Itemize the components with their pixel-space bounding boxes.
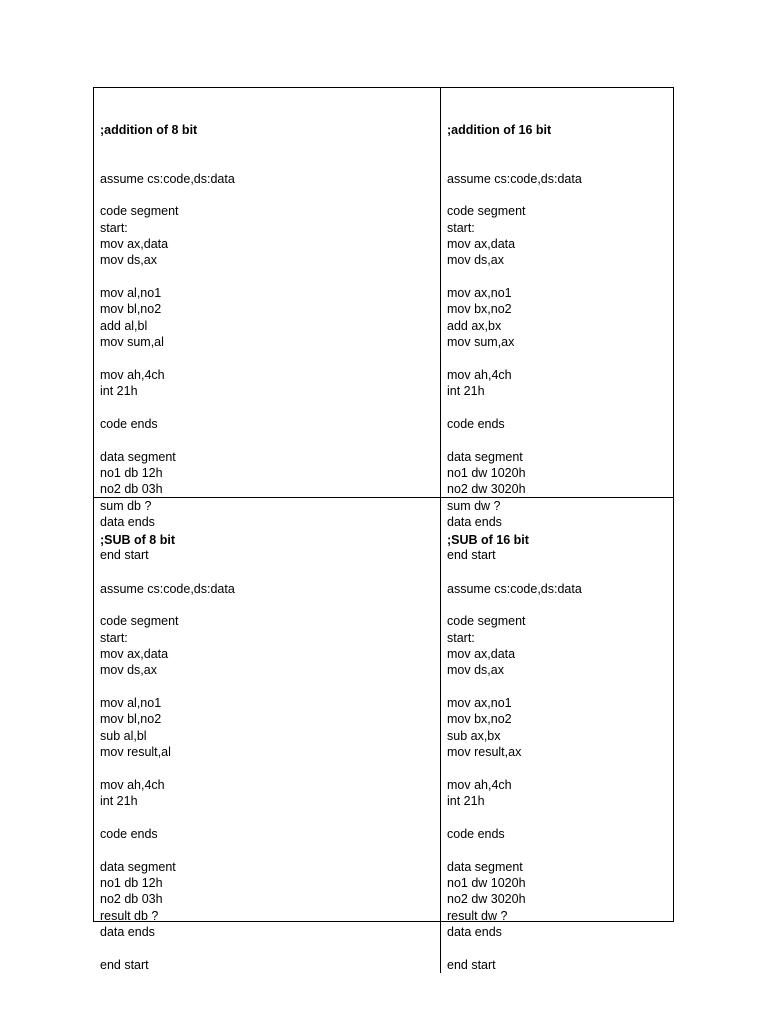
cell-sub-8bit <box>94 498 441 973</box>
code-line: mov ax,data <box>447 237 516 252</box>
cell-heading: ;SUB of 8 bit <box>100 532 175 547</box>
code-line: mov ah,4ch <box>100 777 165 792</box>
code-line: mov sum,ax <box>447 335 515 350</box>
code-line: no2 dw 3020h <box>447 482 526 497</box>
code-line <box>100 679 440 695</box>
code-line: code ends <box>447 416 505 431</box>
code-line: data ends <box>447 514 502 529</box>
code-line: mov ax,data <box>447 647 516 662</box>
code-line <box>447 187 673 203</box>
cell-heading: ;addition of 16 bit <box>447 122 552 137</box>
code-line <box>447 597 673 613</box>
code-line: assume cs:code,ds:data <box>100 171 235 186</box>
code-line: start: <box>447 220 475 235</box>
code-line: mov ah,4ch <box>447 777 512 792</box>
code-line: mov result,ax <box>447 745 522 760</box>
code-line: mov al,no1 <box>100 286 162 301</box>
code-line: code ends <box>100 826 158 841</box>
code-line <box>100 761 440 777</box>
code-table <box>93 87 674 972</box>
code-line <box>447 940 673 956</box>
code-line: sum dw ? <box>447 498 501 513</box>
code-line: data ends <box>447 924 502 939</box>
code-line <box>447 679 673 695</box>
code-line: mov ds,ax <box>447 663 504 678</box>
code-line: code ends <box>447 826 505 841</box>
code-line: no1 dw 1020h <box>447 465 526 480</box>
code-line: code segment <box>100 614 179 629</box>
code-line: data segment <box>447 449 523 464</box>
code-line: start: <box>447 630 475 645</box>
code-line: int 21h <box>100 794 138 809</box>
code-line: mov ds,ax <box>447 253 504 268</box>
code-line: mov ax,no1 <box>447 696 512 711</box>
code-line <box>447 842 673 858</box>
code-line: mov al,no1 <box>100 696 162 711</box>
code-line: no2 db 03h <box>100 482 163 497</box>
code-line: mov bx,no2 <box>447 712 512 727</box>
code-line: mov ds,ax <box>100 253 157 268</box>
code-line: mov ah,4ch <box>100 367 165 382</box>
code-line <box>447 400 673 416</box>
code-line: add ax,bx <box>447 318 502 333</box>
code-line: end start <box>447 547 496 562</box>
code-line: sub al,bl <box>100 728 147 743</box>
code-line: data segment <box>100 859 176 874</box>
code-line: no2 db 03h <box>100 892 163 907</box>
code-line: assume cs:code,ds:data <box>447 581 582 596</box>
code-line <box>100 597 440 613</box>
code-line: result dw ? <box>447 908 508 923</box>
code-line: mov bx,no2 <box>447 302 512 317</box>
code-line: mov sum,al <box>100 335 164 350</box>
code-line <box>100 432 440 448</box>
code-line <box>100 269 440 285</box>
code-line: mov bl,no2 <box>100 712 162 727</box>
code-line <box>447 432 673 448</box>
code-line: end start <box>100 957 149 972</box>
code-line: code segment <box>447 204 526 219</box>
code-line <box>447 351 673 367</box>
code-line: data segment <box>100 449 176 464</box>
cell-heading: ;addition of 8 bit <box>100 122 198 137</box>
code-line <box>100 187 440 203</box>
code-line: sum db ? <box>100 498 152 513</box>
code-line <box>100 940 440 956</box>
code-line: add al,bl <box>100 318 148 333</box>
code-line <box>447 810 673 826</box>
code-line <box>100 351 440 367</box>
code-line: data ends <box>100 514 155 529</box>
code-line <box>100 842 440 858</box>
code-line: mov ax,no1 <box>447 286 512 301</box>
code-line <box>447 269 673 285</box>
code-line: no1 db 12h <box>100 875 163 890</box>
code-line: assume cs:code,ds:data <box>447 171 582 186</box>
code-line: mov ax,data <box>100 647 169 662</box>
code-line: data ends <box>100 924 155 939</box>
code-line: start: <box>100 630 128 645</box>
code-line: assume cs:code,ds:data <box>100 581 235 596</box>
code-line: mov ax,data <box>100 237 169 252</box>
cell-sub-16bit <box>441 498 673 973</box>
code-line: code segment <box>100 204 179 219</box>
code-line: no1 db 12h <box>100 465 163 480</box>
code-line: no2 dw 3020h <box>447 892 526 907</box>
code-line: result db ? <box>100 908 159 923</box>
code-line: int 21h <box>447 794 485 809</box>
code-line: sub ax,bx <box>447 728 501 743</box>
code-line: end start <box>447 957 496 972</box>
code-line: code segment <box>447 614 526 629</box>
code-line: mov ah,4ch <box>447 367 512 382</box>
code-line: data segment <box>447 859 523 874</box>
code-line: mov ds,ax <box>100 663 157 678</box>
code-line <box>100 810 440 826</box>
code-line: int 21h <box>100 384 138 399</box>
code-line <box>100 400 440 416</box>
code-line: mov bl,no2 <box>100 302 162 317</box>
code-line: no1 dw 1020h <box>447 875 526 890</box>
code-line: int 21h <box>447 384 485 399</box>
code-line: code ends <box>100 416 158 431</box>
code-line: end start <box>100 547 149 562</box>
code-line <box>447 761 673 777</box>
cell-heading: ;SUB of 16 bit <box>447 532 529 547</box>
code-line: mov result,al <box>100 745 171 760</box>
code-line: start: <box>100 220 128 235</box>
